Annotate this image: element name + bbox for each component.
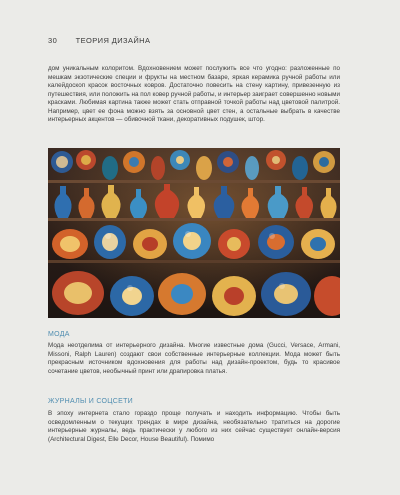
section-title-journals: ЖУРНАЛЫ И СОЦСЕТИ xyxy=(48,398,133,405)
fashion-paragraph: Мода неотделима от интерьерного дизайна. Многие известные дома (Gucci, Versace, Armani, Missoni, Ralph Lauren) создают свои собственные интерьерные коллекции. Мода может быть прекрасным источником вдохновения для работы над дизайн-проектом, будь то красивое сочетание цветов, необычный принт или драпировка платья. xyxy=(48,342,340,375)
ceramics-bazaar-photo xyxy=(48,148,340,318)
page-number: 30 xyxy=(48,36,58,45)
intro-paragraph: дом уникальным колоритом. Вдохновением может послужить все что угодно: разложенные по мешкам экзотические специи и фрукты на местном базаре, яркая керамика ручной работы или калейдоскоп красок восточных ковров. Достаточно повесить на стену картину, привезенную из путешествия, или положить на пол ковер ручной работы, и интерьер заиграет совершенно новыми красками. Любимая картина также может стать отправной точкой работы над цветовой палитрой. Например, цвет ее фона можно взять за основной цвет стен, а остальные выбрать в качестве интерьерных акцентов — обивочной ткани, декоративных подушек, штор. xyxy=(48,65,340,124)
section-title-fashion: МОДА xyxy=(48,331,70,338)
running-header xyxy=(48,36,150,45)
journals-paragraph: В эпоху интернета стало гораздо проще получать и находить информацию. Чтобы быть осведомленным о текущих трендах в мире дизайна, необязательно тратиться на дорогие интерьерные журналы, ведь практически у любого из них сейчас существует онлайн-версия (Architectural Digest, Elle Decor, House Beautiful). Помимо xyxy=(48,410,340,443)
running-title: ТЕОРИЯ ДИЗАЙНА xyxy=(75,36,151,45)
